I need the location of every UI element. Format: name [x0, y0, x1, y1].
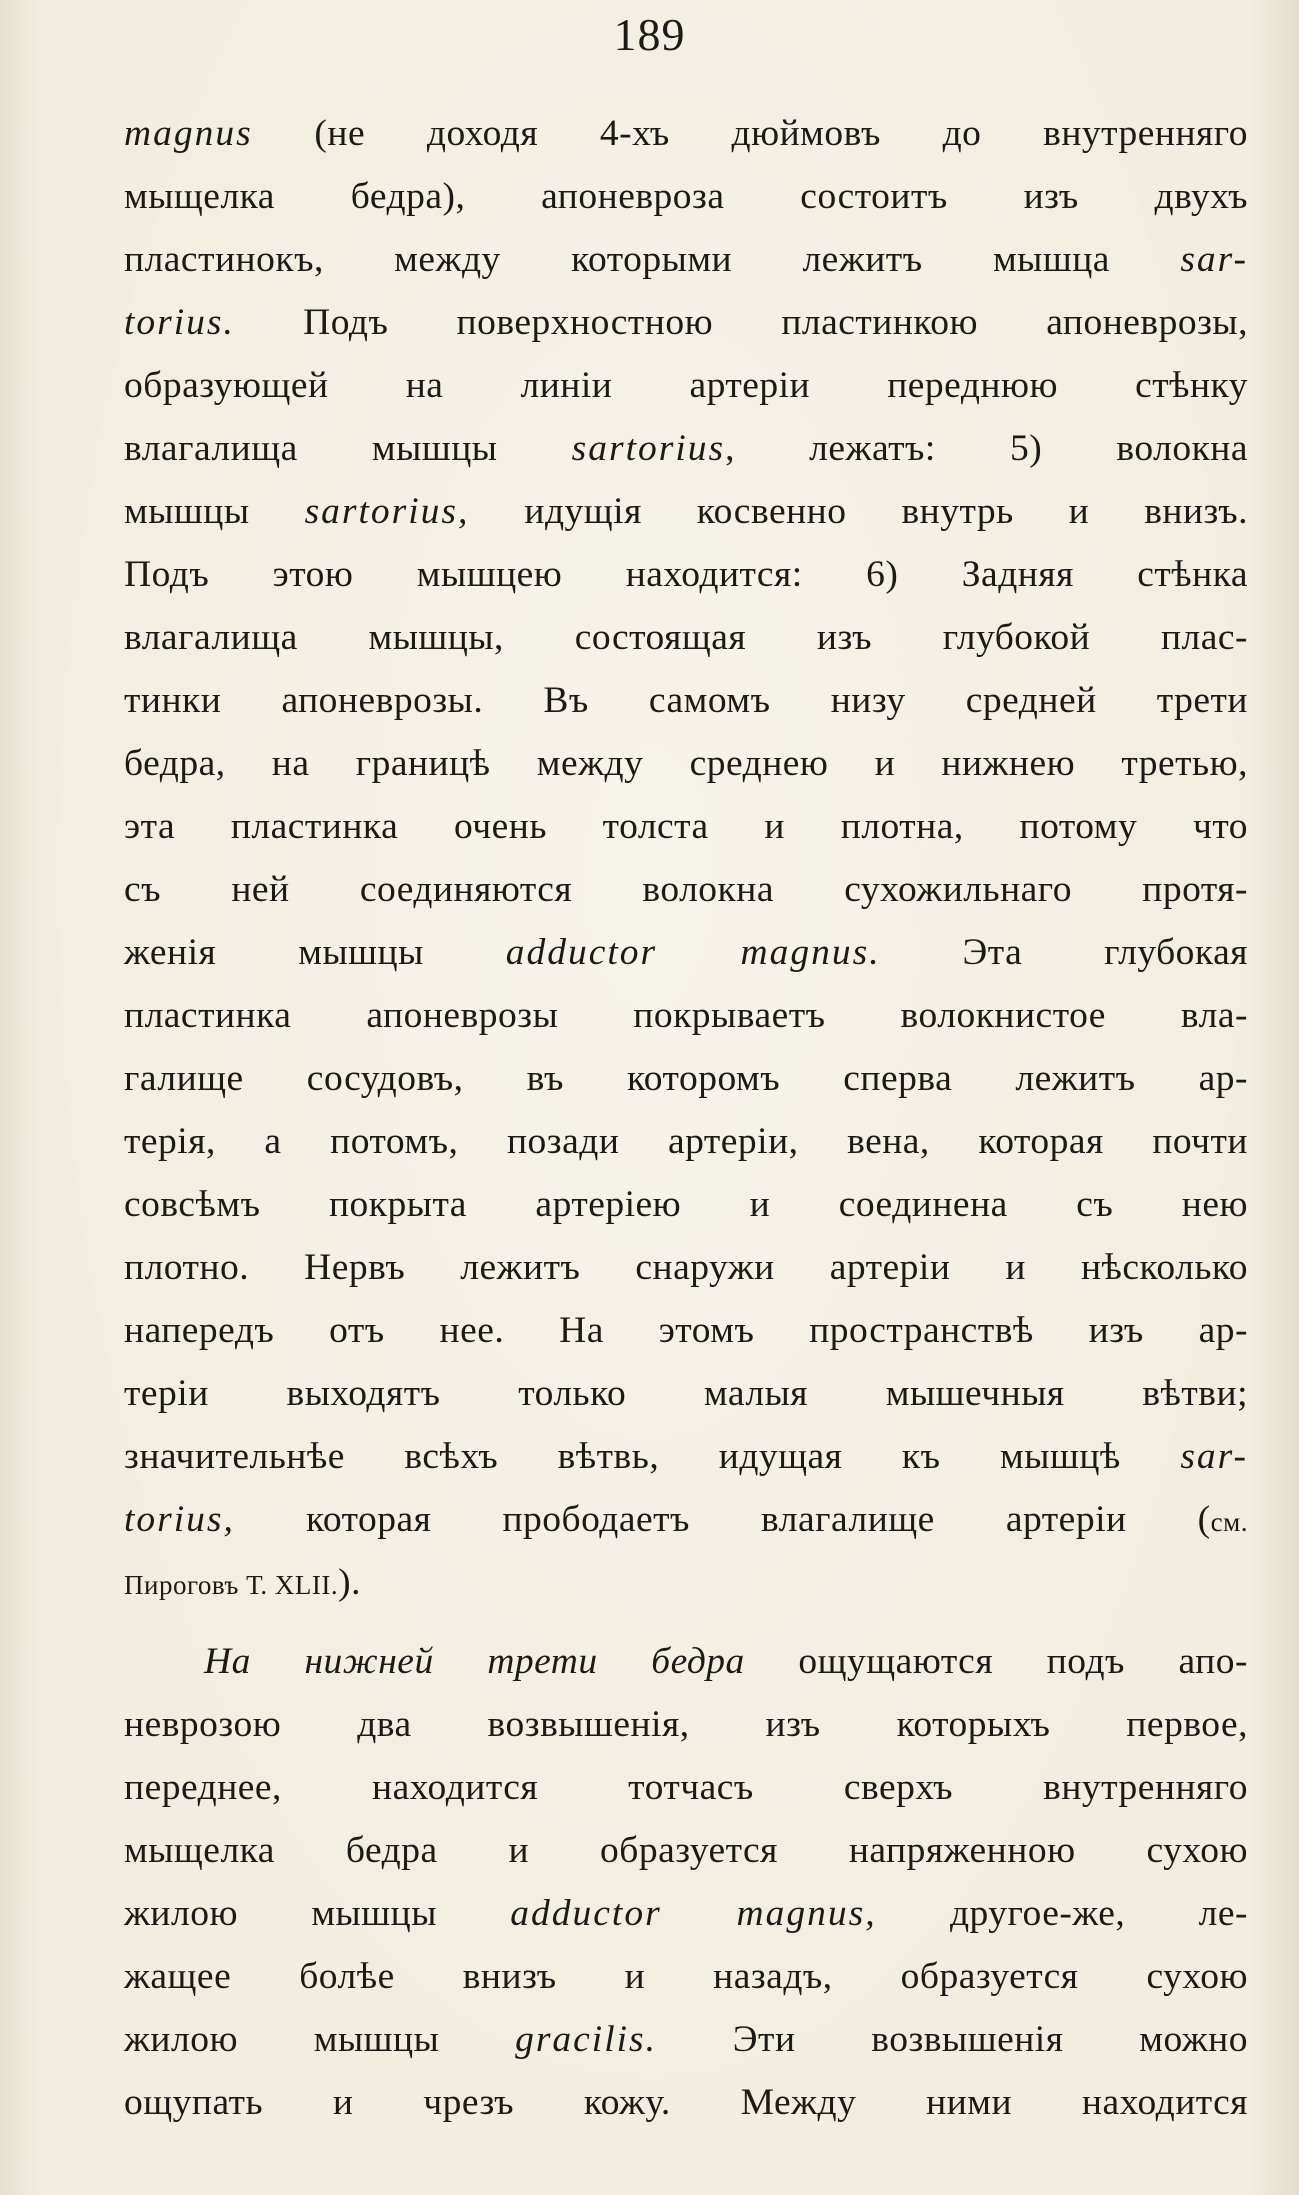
text-line [124, 1236, 1248, 1299]
text-line [124, 165, 1248, 228]
text-line [124, 921, 1248, 984]
text-segment: плотно. Нервъ лежитъ снаружи артеріи и нѣсколько [124, 1247, 1248, 1288]
text-line [124, 291, 1248, 354]
text-segment: которая прободаетъ влагалище артеріи ( [234, 1499, 1211, 1540]
reference-text: см. [1210, 1507, 1248, 1537]
text-segment: напередъ отъ нее. На этомъ пространствѣ изъ ар- [124, 1310, 1248, 1351]
text-segment: неврозою два возвышенія, изъ которыхъ первое, [124, 1704, 1248, 1745]
text-line [124, 1882, 1248, 1945]
text-segment: жилою мышцы [124, 2019, 516, 2060]
text-line [124, 1362, 1248, 1425]
text-segment: жащее болѣе внизъ и назадъ, образуется сухою [124, 1956, 1248, 1997]
text-line [124, 354, 1248, 417]
latin-term: torius. [124, 302, 235, 343]
text-segment: женія мышцы [124, 932, 506, 973]
text-segment: терія, а потомъ, позади артеріи, вена, которая почти [124, 1121, 1248, 1162]
text-segment: съ ней соединяются волокна сухожильнаго протя- [124, 869, 1248, 910]
reference-text: Пироговъ Т. XLII. [124, 1570, 339, 1600]
text-segment: , лежатъ: 5) волокна [725, 428, 1249, 469]
text-segment: тинки апоневрозы. Въ самомъ низу средней трети [124, 680, 1248, 721]
text-segment: мыщелка бедра), апоневроза состоитъ изъ двухъ [124, 176, 1248, 217]
text-line [124, 1110, 1248, 1173]
text-line [124, 1693, 1248, 1756]
text-line [124, 669, 1248, 732]
latin-term: magnus [124, 113, 253, 154]
text-segment: жилою мышцы [124, 1893, 511, 1934]
text-line [124, 480, 1248, 543]
text-line [124, 1425, 1248, 1488]
text-segment: Подъ этою мышцею находится: 6) Задняя стѣнка [124, 554, 1248, 595]
text-segment: эта пластинка очень толста и плотна, потому что [124, 806, 1248, 847]
text-line [124, 732, 1248, 795]
latin-term: sartorius [571, 428, 726, 469]
text-segment: совсѣмъ покрыта артеріею и соединена съ нею [124, 1184, 1248, 1225]
italic-heading: На нижней трети бедра [204, 1641, 745, 1682]
text-segment: мышцы [124, 491, 305, 532]
latin-term: adductor magnus. [505, 932, 881, 973]
text-segment: Эти возвышенія можно [657, 2019, 1248, 2060]
text-segment: переднее, находится тотчасъ сверхъ внутренняго [124, 1767, 1248, 1808]
text-segment: ощупать и чрезъ кожу. Между ними находится [124, 2082, 1248, 2123]
text-line [124, 1488, 1248, 1551]
text-line [124, 2008, 1248, 2071]
text-line [124, 1047, 1248, 1110]
text-line [124, 543, 1248, 606]
text-segment: значительнѣе всѣхъ вѣтвь, идущая къ мышцѣ [124, 1436, 1181, 1477]
text-segment: теріи выходятъ только малыя мышечныя вѣтви; [124, 1373, 1248, 1414]
text-segment: Подъ поверхностною пластинкою апоневрозы, [234, 302, 1248, 343]
text-line [124, 1551, 1248, 1614]
latin-term: gracilis. [515, 2019, 658, 2060]
text-segment: пластинокъ, между которыми лежитъ мышца [124, 239, 1181, 280]
text-segment: идущія косвенно внутрь и внизъ. [469, 491, 1248, 532]
text-segment: пластинка апоневрозы покрываетъ волокнистое вла- [124, 995, 1248, 1036]
text-line [124, 795, 1248, 858]
text-segment: (не доходя 4-хъ дюймовъ до внутренняго [252, 113, 1248, 154]
text-line [124, 606, 1248, 669]
latin-term: sartorius, [304, 491, 470, 532]
latin-term: adductor magnus, [510, 1893, 877, 1934]
text-line [124, 1756, 1248, 1819]
latin-term: sar- [1180, 1436, 1248, 1477]
latin-term: torius, [124, 1499, 235, 1540]
text-line [124, 1299, 1248, 1362]
text-segment: влагалища мышцы, состоящая изъ глубокой плас- [124, 617, 1248, 658]
text-line [124, 984, 1248, 1047]
text-segment: влагалища мышцы [124, 428, 572, 469]
text-segment: образующей на линіи артеріи переднюю стѣнку [124, 365, 1248, 406]
text-line [124, 417, 1248, 480]
page-number: 189 [613, 9, 686, 60]
text-segment: другое-же, ле- [876, 1893, 1248, 1934]
text-line [124, 1819, 1248, 1882]
text-line [124, 1945, 1248, 2008]
text-segment: ощущаются подъ апо- [744, 1641, 1248, 1682]
text-segment: галище сосудовъ, въ которомъ сперва лежитъ ар- [124, 1058, 1248, 1099]
text-segment: мыщелка бедра и образуется напряженною сухою [124, 1830, 1248, 1871]
text-segment: Эта глубокая [880, 932, 1248, 973]
latin-term: sar- [1180, 239, 1248, 280]
text-line [124, 1173, 1248, 1236]
text-line [124, 102, 1248, 165]
text-segment: ). [338, 1562, 362, 1603]
text-segment: бедра, на границѣ между среднею и нижнею третью, [124, 743, 1248, 784]
text-line [124, 2071, 1248, 2134]
text-line [124, 858, 1248, 921]
text-line [124, 228, 1248, 291]
text-line [124, 1630, 1248, 1693]
body-text [124, 102, 1248, 2134]
